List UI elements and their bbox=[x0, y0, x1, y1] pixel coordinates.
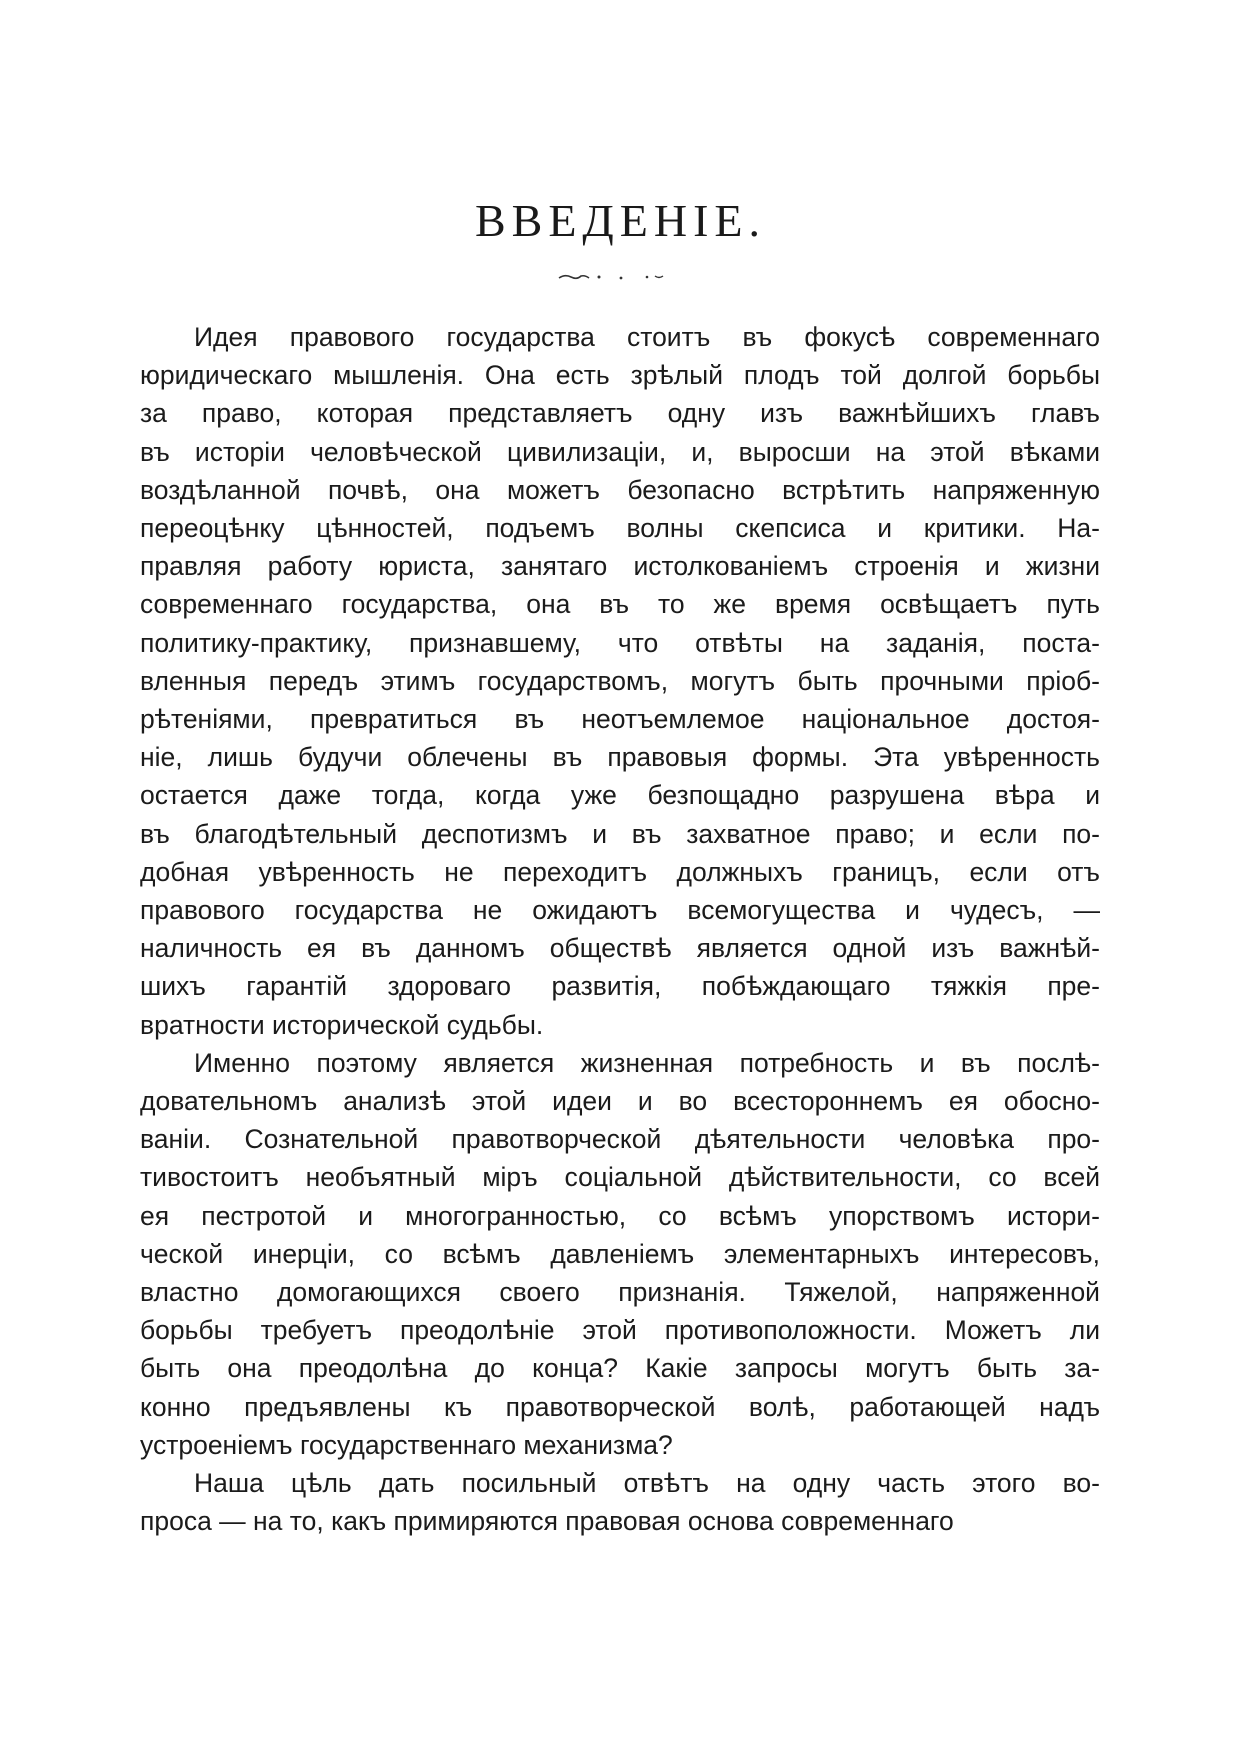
text-line: въ благодѣтельный деспотизмъ и въ захватное право; и если по- bbox=[140, 818, 1100, 849]
text-line: политику-практику, признавшему, что отвѣты на заданія, поста- bbox=[140, 627, 1100, 658]
text-line: ваніи. Сознательной правотворческой дѣятельности человѣка про- bbox=[140, 1124, 1100, 1155]
text-line: Идея правового государства стоитъ въ фокусѣ современнаго bbox=[194, 322, 1100, 352]
text-line: въ исторіи человѣческой цивилизаціи, и, выросши на этой вѣками bbox=[140, 436, 1100, 467]
text-line: вленныя передъ этимъ государствомъ, могутъ быть прочными пріоб- bbox=[140, 665, 1100, 696]
text-line: тивостоитъ необъятный міръ соціальной дѣйствительности, со всей bbox=[140, 1162, 1100, 1193]
text-line: правляя работу юриста, занятаго истолкованіемъ строенія и жизни bbox=[140, 551, 1100, 582]
text-line: ея пестротой и многогранностью, со всѣмъ упорствомъ истори- bbox=[140, 1200, 1100, 1231]
text-line: за право, которая представляетъ одну изъ важнѣйшихъ главъ bbox=[140, 398, 1100, 429]
body-text bbox=[140, 318, 1100, 1541]
paragraph bbox=[140, 1044, 1100, 1464]
text-line: вратности исторической судьбы. bbox=[140, 1009, 544, 1040]
text-line: проса — на то, какъ примиряются правовая основа современнаго bbox=[140, 1506, 954, 1537]
paragraph bbox=[140, 1464, 1100, 1540]
text-line: быть она преодолѣна до конца? Какіе запросы могутъ быть за- bbox=[140, 1353, 1100, 1384]
text-line: юридическаго мышленія. Она есть зрѣлый плодъ той долгой борьбы bbox=[140, 360, 1100, 391]
text-line: устроеніемъ государственнаго механизма? bbox=[140, 1429, 673, 1460]
chapter-title: ВВЕДЕНІЕ. bbox=[474, 195, 767, 246]
text-line: ніе, лишь будучи облечены въ правовыя формы. Эта увѣренность bbox=[140, 742, 1100, 773]
text-line: довательномъ анализѣ этой идеи и во всестороннемъ ея обосно- bbox=[140, 1086, 1100, 1117]
text-line: добная увѣренность не переходитъ должныхъ границъ, если отъ bbox=[140, 856, 1100, 887]
text-line: наличность ея въ данномъ обществѣ является одной изъ важнѣй- bbox=[140, 933, 1100, 964]
text-line: ческой инерціи, со всѣмъ давленіемъ элементарныхъ интересовъ, bbox=[140, 1238, 1100, 1269]
text-line: правового государства не ожидаютъ всемогущества и чудесъ, — bbox=[140, 895, 1100, 926]
text-line: властно домогающихся своего признанія. Тяжелой, напряженной bbox=[140, 1277, 1100, 1308]
text-line: переоцѣнку цѣнностей, подъемъ волны скепсиса и критики. На- bbox=[140, 513, 1100, 544]
text-line: Наша цѣль дать посильный отвѣтъ на одну часть этого во- bbox=[194, 1468, 1100, 1499]
ornament-divider-icon bbox=[0, 266, 1241, 286]
text-line: Именно поэтому является жизненная потребность и въ послѣ- bbox=[194, 1047, 1100, 1078]
text-line: конно предъявлены къ правотворческой волѣ, работающей надъ bbox=[140, 1391, 1100, 1422]
text-line: остается даже тогда, когда уже безпощадно разрушена вѣра и bbox=[140, 780, 1100, 811]
text-line: борьбы требуетъ преодолѣніе этой противоположности. Можетъ ли bbox=[140, 1315, 1100, 1346]
text-line: современнаго государства, она въ то же время освѣщаетъ путь bbox=[140, 589, 1100, 620]
text-line: воздѣланной почвѣ, она можетъ безопасно встрѣтить напряженную bbox=[140, 474, 1100, 505]
paragraph bbox=[140, 318, 1100, 1044]
text-line: рѣтеніями, превратиться въ неотъемлемое національное достоя- bbox=[140, 704, 1100, 735]
text-line: шихъ гарантій здороваго развитія, побѣждающаго тяжкія пре- bbox=[140, 971, 1100, 1002]
